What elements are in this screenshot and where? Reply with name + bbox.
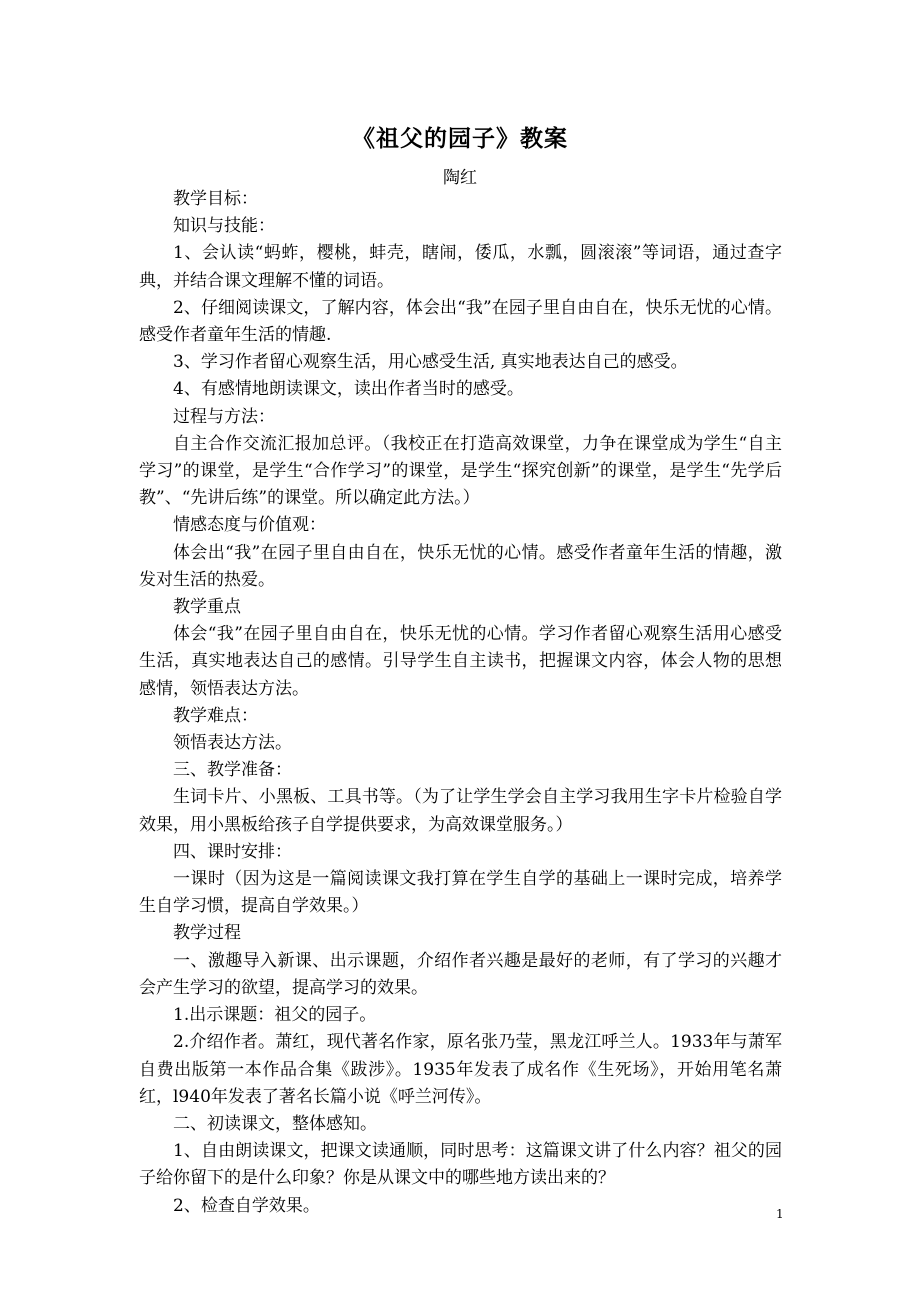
- paragraph: 三、教学准备：: [173, 760, 292, 781]
- paragraph: 教学目标：: [173, 189, 258, 209]
- paragraph: 1、自由朗读课文，把课文读通顺，同时思考：这篇课文讲了什么内容？祖父的园子给你留下的是什么印象？你是从课文中的哪些地方读出来的？: [139, 1141, 782, 1189]
- paragraph: 体会出“我”在园子里自由自在，快乐无忧的心情。感受作者童年生活的情趣，激发对生活的热爱。: [139, 542, 782, 590]
- document-author: 陶红: [443, 168, 477, 188]
- paragraph: 四、课时安排：: [173, 841, 292, 862]
- paragraph: 一课时（因为这是一篇阅读课文我打算在学生自学的基础上一课时完成，培养学生自学习惯，提高自学效果。）: [139, 869, 782, 917]
- document-body: [139, 186, 782, 1220]
- paragraph: 1、会认读“蚂蚱，樱桃，蚌壳，瞎闹，倭瓜，水瓢，圆滚滚”等词语，通过查字典，并结合课文理解不懂的词语。: [139, 243, 782, 291]
- document-title: 《祖父的园子》教案: [352, 125, 568, 152]
- paragraph: 过程与方法：: [173, 406, 275, 427]
- page-number: 1: [776, 1207, 784, 1221]
- paragraph: 生词卡片、小黑板、工具书等。（为了让学生学会自主学习我用生字卡片检验自学效果，用小黑板给孩子自学提供要求，为高效课堂服务。）: [139, 787, 782, 835]
- paragraph: 4、有感情地朗读课文，读出作者当时的感受。: [173, 379, 524, 400]
- paragraph: 知识与技能：: [173, 216, 275, 237]
- paragraph: 2、检查自学效果。: [173, 1195, 320, 1216]
- paragraph: 二、初读课文，整体感知。: [173, 1113, 377, 1134]
- paragraph: 教学难点：: [173, 705, 258, 726]
- paragraph: 教学重点: [173, 597, 241, 618]
- paragraph: 领悟表达方法。: [173, 733, 292, 754]
- paragraph: 2、仔细阅读课文，了解内容，体会出“我”在园子里自由自在，快乐无忧的心情。感受作者童年生活的情趣.: [139, 297, 782, 346]
- paragraph: 一、激趣导入新课、出示课题，介绍作者兴趣是最好的老师，有了学习的兴趣才会产生学习的欲望，提高学习的效果。: [139, 950, 782, 998]
- paragraph: 教学过程: [173, 923, 241, 944]
- paragraph: 情感态度与价值观：: [173, 515, 326, 536]
- paragraph: 2.介绍作者。萧红，现代著名作家，原名张乃莹，黑龙江呼兰人。1933年与萧军自费出版第一本作品合集《跋涉》。1935年发表了成名作《生死场》，开始用笔名萧红，l940年发表了著名长篇小说《呼兰河传》。: [139, 1032, 782, 1107]
- paragraph: 1.出示课题：祖父的园子。: [173, 1005, 377, 1026]
- paragraph: 3、学习作者留心观察生活，用心感受生活, 真实地表达自己的感受。: [173, 352, 688, 373]
- paragraph: 自主合作交流汇报加总评。（我校正在打造高效课堂，力争在课堂成为学生“自主学习”的课堂，是学生“合作学习”的课堂，是学生“探究创新”的课堂，是学生“先学后教”、“先讲后练”的课堂。所以确定此方法。）: [139, 433, 782, 509]
- paragraph: 体会“我”在园子里自由自在，快乐无忧的心情。学习作者留心观察生活用心感受生活，真实地表达自己的感情。引导学生自主读书，把握课文内容，体会人物的思想感情，领悟表达方法。: [139, 624, 782, 699]
